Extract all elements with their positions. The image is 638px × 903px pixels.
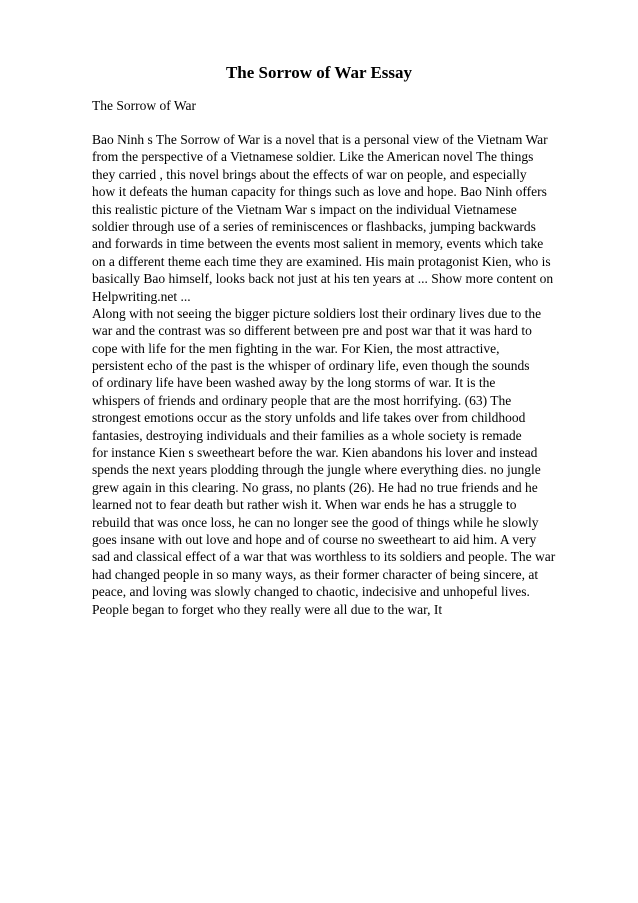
text-line: and forwards in time between the events most salient in memory, events which take — [92, 236, 544, 252]
text-line: this realistic picture of the Vietnam War s impact on the individual Vietnamese — [92, 201, 517, 217]
text-line: People began to forget who they really were all due to the war, It — [92, 601, 443, 617]
text-line: Along with not seeing the bigger picture soldiers lost their ordinary lives due to the — [92, 305, 542, 321]
text-line: how it defeats the human capacity for things such as love and hope. Bao Ninh offers — [92, 184, 547, 200]
text-line: strongest emotions occur as the story unfolds and life takes over from childhood — [92, 410, 526, 426]
text-line: had changed people in so many ways, as their former character of being sincere, at — [92, 566, 539, 582]
text-line: Bao Ninh s The Sorrow of War is a novel that is a personal view of the Vietnam War — [92, 132, 548, 147]
text-line: they carried , this novel brings about the effects of war on people, and especially — [92, 166, 527, 182]
text-line: rebuild that was once loss, he can no longer see the good of things while he slowly — [92, 514, 539, 530]
text-line: learned not to fear death but rather wish it. When war ends he has a struggle to — [92, 497, 517, 513]
text-line: sad and classical effect of a war that was worthless to its soldiers and people. The war — [92, 549, 556, 565]
text-line: on a different theme each time they are examined. His main protagonist Kien, who is — [92, 253, 551, 269]
text-line: cope with life for the men fighting in the war. For Kien, the most attractive, — [92, 340, 500, 356]
text-line: from the perspective of a Vietnamese soldier. Like the American novel The things — [92, 149, 534, 165]
text-line: grew again in this clearing. No grass, no plants (26). He had no true friends and he — [92, 479, 538, 495]
text-line: fantasies, destroying individuals and their families as a whole society is remade — [92, 427, 522, 443]
text-line: for instance Kien s sweetheart before the war. Kien abandons his lover and instead — [92, 445, 538, 461]
text-line: soldier through use of a series of reminiscences or flashbacks, jumping backwards — [92, 218, 536, 234]
text-line: of ordinary life have been washed away by the long storms of war. It is the — [92, 375, 496, 391]
essay-body — [92, 131, 612, 618]
text-line: Helpwriting.net ... — [92, 288, 191, 304]
text-line: peace, and loving was slowly changed to chaotic, indecisive and unhopeful lives. — [92, 584, 530, 600]
text-line: whispers of friends and ordinary people that are the most horrifying. (63) The — [92, 392, 512, 408]
text-line: basically Bao himself, looks back not just at his ten years at ... Show more content on — [92, 271, 554, 287]
text-line: spends the next years plodding through the jungle where everything dies. no jungle — [92, 462, 541, 478]
text-line: goes insane with out love and hope and of course no sweetheart to aid him. A very — [92, 531, 537, 547]
text-line: persistent echo of the past is the whisper of ordinary life, even though the sounds — [92, 358, 530, 374]
subtitle: The Sorrow of War — [92, 98, 197, 113]
text-line: war and the contrast was so different between pre and post war that it was hard to — [92, 323, 532, 339]
page-title: The Sorrow of War Essay — [225, 63, 413, 82]
